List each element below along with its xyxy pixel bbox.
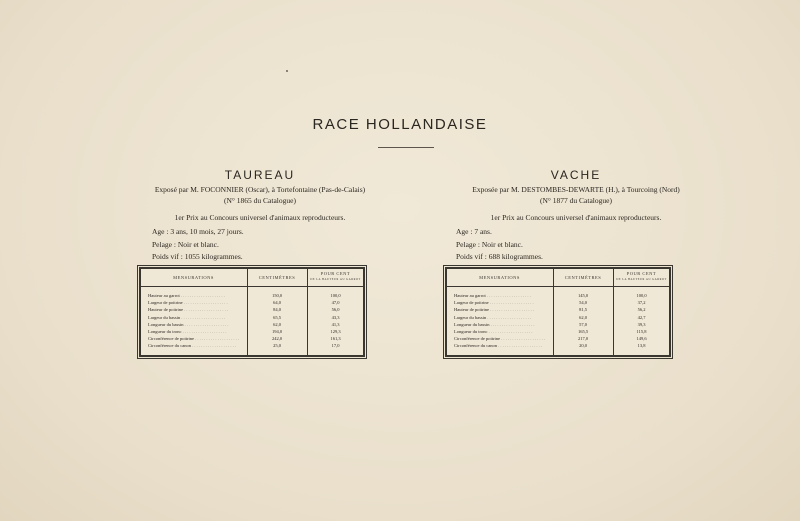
row-cm: 62,0 [273, 321, 281, 327]
vache-catalogue: (N° 1877 du Catalogue) [540, 195, 612, 205]
table-row [141, 321, 363, 328]
taureau-exhibitor: Exposé par M. FOCONNIER (Oscar), à Tortefontaine (Pas-de-Calais) [154, 185, 366, 194]
table-row [141, 335, 363, 342]
row-cm: 64,0 [273, 300, 281, 306]
row-label: Longueur du tronc . . . [148, 328, 245, 335]
vache-pelage: Pelage : Noir et blanc. [456, 239, 523, 249]
row-cm: 242,0 [271, 336, 283, 342]
table-body [141, 292, 363, 350]
taureau-section [125, 168, 395, 264]
vache-measurements-table [445, 267, 671, 357]
table-body [447, 292, 669, 350]
row-pct: 115,8 [636, 328, 647, 334]
table-row [447, 306, 669, 313]
row-pct: 161,3 [330, 336, 341, 342]
col-pour-cent [614, 271, 669, 283]
row-pct: 47,0 [331, 300, 340, 306]
table-row [141, 292, 363, 299]
row-cm: 20,0 [579, 343, 587, 349]
row-label: Circonférence de poitrine . . . [148, 335, 245, 342]
col-pour-cent-label: POUR CENT [320, 271, 351, 276]
row-pct: 17,0 [331, 343, 340, 349]
vache-poids: Poids vif : 688 kilogrammes. [456, 252, 543, 261]
row-pct: 100,0 [636, 293, 647, 298]
row-cm: 194,0 [271, 328, 283, 334]
taureau-catalogue: (N° 1865 du Catalogue) [224, 195, 296, 205]
table-row [447, 321, 669, 328]
row-pct: 13,8 [637, 343, 646, 349]
vache-facts [432, 226, 720, 264]
row-label: Largeur du bassin . . . [148, 314, 245, 321]
ink-speck [286, 70, 288, 72]
col-centimetres: CENTIMÈTRES [258, 275, 296, 280]
row-label: Circonférence de poitrine . . . [454, 335, 551, 342]
table-row [141, 299, 363, 306]
row-pct: 149,6 [636, 336, 647, 342]
row-cm: 57,0 [579, 321, 587, 327]
row-cm: 81,5 [579, 307, 587, 313]
vache-heading: VACHE [550, 168, 602, 182]
table-row [447, 292, 669, 299]
taureau-measurements-table [139, 267, 365, 357]
row-cm: 62,0 [579, 314, 587, 320]
table-row [447, 342, 669, 349]
row-label: Largeur de poitrine . . . [148, 299, 245, 306]
row-label: Circonférence du canon . . . [454, 342, 551, 349]
row-cm: 84,0 [273, 307, 281, 313]
taureau-age: Age : 3 ans, 10 mois, 27 jours. [152, 227, 244, 236]
table-header [141, 269, 363, 287]
taureau-pelage: Pelage : Noir et blanc. [152, 239, 219, 249]
row-label: Hauteur de poitrine . . . [454, 306, 551, 313]
row-pct: 37,2 [637, 300, 646, 306]
taureau-prize: 1er Prix au Concours universel d'animaux reproducteurs. [174, 213, 346, 222]
col-mensurations: MENSURATIONS [479, 275, 520, 280]
table-row [141, 314, 363, 321]
row-label: Hauteur au garrot . . . [454, 292, 551, 299]
row-label: Hauteur de poitrine . . . [148, 306, 245, 313]
vache-age: Age : 7 ans. [456, 227, 492, 236]
col-pour-cent-label: POUR CENT [626, 271, 657, 276]
row-label: Longueur du bassin . . . [148, 321, 245, 328]
row-cm: 165,5 [577, 328, 589, 334]
vache-section [432, 168, 720, 264]
row-pct: 41,3 [331, 321, 340, 327]
row-pct: 43,3 [331, 314, 340, 320]
col-mensurations: MENSURATIONS [173, 275, 214, 280]
row-cm: 145,0 [577, 293, 589, 298]
row-label: Longueur du bassin . . . [454, 321, 551, 328]
row-pct: 100,0 [330, 293, 341, 298]
row-label: Hauteur au garrot . . . [148, 292, 245, 299]
col-pour-cent-sub: DE LA HAUTEUR AU GARROT [310, 278, 361, 281]
row-cm: 150,0 [271, 293, 283, 298]
vache-prize: 1er Prix au Concours universel d'animaux reproducteurs. [490, 213, 662, 222]
taureau-heading: TAUREAU [224, 168, 296, 182]
col-pour-cent [308, 271, 363, 283]
taureau-facts [125, 226, 395, 264]
taureau-poids: Poids vif : 1055 kilogrammes. [152, 252, 243, 261]
vache-exhibitor: Exposée par M. DESTOMBES-DEWARTE (H.), à Tourcoing (Nord) [472, 185, 680, 194]
row-pct: 56,2 [637, 307, 646, 313]
table-row [141, 306, 363, 313]
table-row [141, 328, 363, 335]
row-label: Circonférence du canon . . . [148, 342, 245, 349]
row-pct: 129,3 [330, 328, 341, 334]
row-cm: 25,0 [273, 343, 281, 349]
row-cm: 65,5 [273, 314, 281, 320]
table-row [447, 335, 669, 342]
row-label: Largeur de poitrine . . . [454, 299, 551, 306]
row-cm: 54,0 [579, 300, 587, 306]
page-title: RACE HOLLANDAISE [312, 116, 488, 133]
table-row [447, 299, 669, 306]
row-label: Longueur du tronc . . . [454, 328, 551, 335]
table-row [447, 328, 669, 335]
row-pct: 42,7 [637, 314, 646, 320]
table-row [447, 314, 669, 321]
row-label: Largeur du bassin . . . [454, 314, 551, 321]
title-divider [378, 147, 434, 148]
row-cm: 217,0 [577, 336, 589, 342]
table-row [141, 342, 363, 349]
col-pour-cent-sub: DE LA HAUTEUR AU GARROT [616, 278, 667, 281]
col-centimetres: CENTIMÈTRES [564, 275, 602, 280]
row-pct: 56,0 [331, 307, 340, 313]
table-header [447, 269, 669, 287]
row-pct: 39,3 [637, 321, 646, 327]
